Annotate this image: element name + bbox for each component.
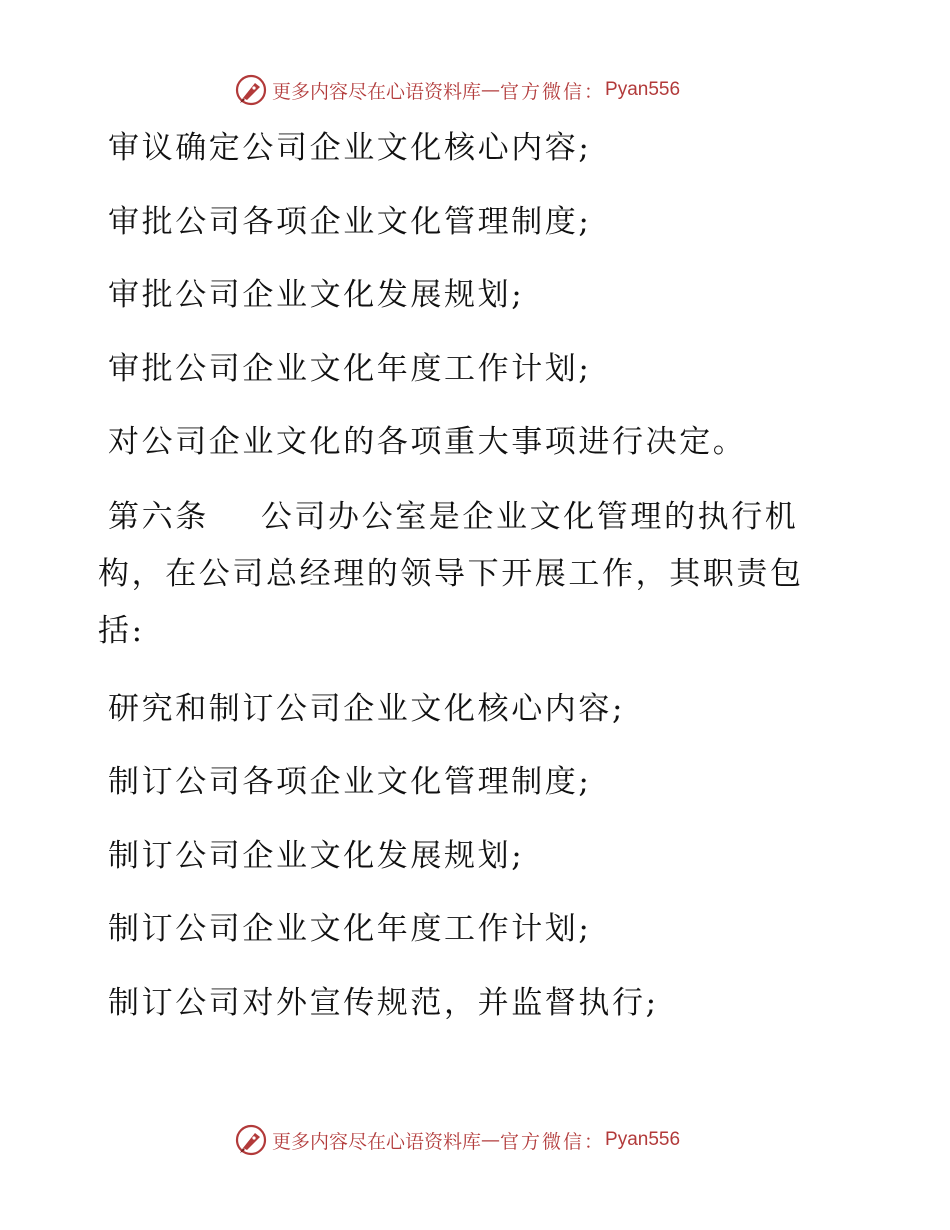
- list-item: 制订公司企业文化年度工作计划;: [108, 911, 592, 947]
- banner-wechat-id: Pyan556: [605, 79, 681, 100]
- banner-label: 官方微信：: [500, 80, 606, 103]
- banner-separator: —: [481, 1129, 501, 1151]
- list-item: 审批公司企业文化发展规划;: [108, 277, 525, 313]
- banner-wechat-id: Pyan556: [605, 1129, 681, 1150]
- banner-separator: —: [481, 79, 501, 101]
- article-paragraph: [98, 489, 818, 660]
- list-item: 审批公司各项企业文化管理制度;: [108, 204, 592, 240]
- list-item: 对公司企业文化的各项重大事项进行决定。: [108, 424, 747, 460]
- banner-text: 更多内容尽在心语资料库: [272, 80, 482, 103]
- header-banner: [234, 72, 680, 108]
- list-item: 制订公司企业文化发展规划;: [108, 838, 525, 874]
- pen-nib-logo-icon: [234, 1123, 268, 1157]
- list-item: 制订公司各项企业文化管理制度;: [108, 764, 592, 800]
- banner-text: 更多内容尽在心语资料库: [272, 1130, 482, 1153]
- list-item: 研究和制订公司企业文化核心内容;: [108, 691, 626, 727]
- list-item: 制订公司对外宣传规范，并监督执行;: [108, 985, 659, 1021]
- list-item: 审议确定公司企业文化核心内容;: [108, 130, 592, 166]
- banner-label: 官方微信：: [500, 1130, 606, 1153]
- pen-nib-logo-icon: [234, 73, 268, 107]
- list-item: 审批公司企业文化年度工作计划;: [108, 351, 592, 387]
- article-text: 公司办公室是企业文化管理的执行机构，在公司总经理的领导下开展工作，其职责包括:: [98, 499, 804, 649]
- article-number: 第六条: [108, 499, 209, 535]
- footer-banner: [234, 1122, 680, 1158]
